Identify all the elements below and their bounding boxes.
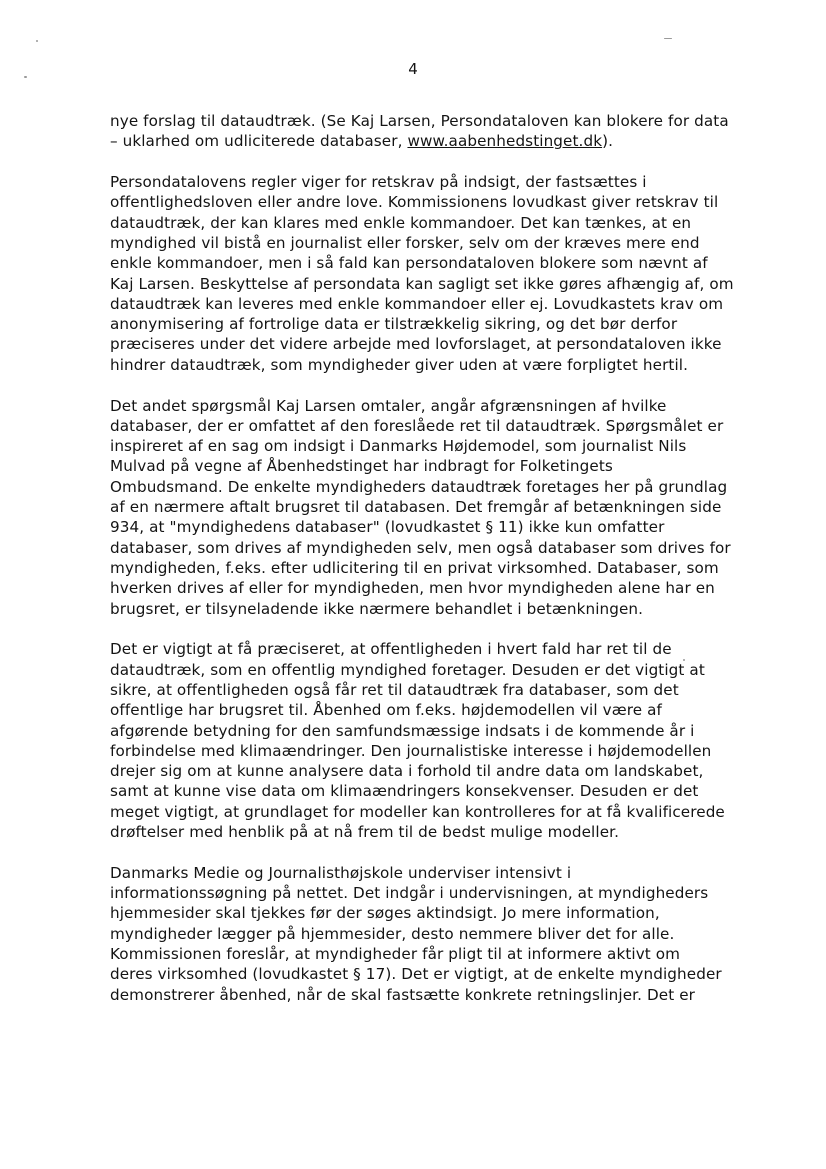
page-number: 4 <box>408 60 418 78</box>
text-line: sikre, at offentligheden også får ret til dataudtræk fra databaser, som det <box>110 680 679 699</box>
website-link[interactable]: www.aabenhedstinget.dk <box>407 132 603 151</box>
text-line: hjemmesider skal tjekkes før der søges aktindsigt. Jo mere information, <box>110 904 660 923</box>
scan-speck <box>36 40 38 42</box>
text-line: myndighed vil bistå en journalist eller forsker, selv om der kræves mere end <box>110 233 700 252</box>
text-line: afgørende betydning for den samfundsmæssige indsats i de kommende år i <box>110 721 695 740</box>
paragraph <box>110 111 729 152</box>
text-line: myndigheden, f.eks. efter udlicitering til en privat virksomhed. Databaser, som <box>110 558 719 577</box>
text-line: hindrer dataudtræk, som myndigheder giver uden at være forpligtet hertil. <box>110 355 689 374</box>
text-line: inspireret af en sag om indsigt i Danmarks Højdemodel, som journalist Nils <box>110 437 687 456</box>
text-line: Det andet spørgsmål Kaj Larsen omtaler, angår afgrænsningen af hvilke <box>110 396 667 415</box>
paragraph <box>110 863 720 1005</box>
scan-speck <box>664 38 672 39</box>
text-line <box>110 131 720 151</box>
text-line: hverken drives af eller for myndigheden, men hvor myndigheden alene har en <box>110 579 715 598</box>
text-line: enkle kommandoer, men i så fald kan persondataloven blokere som nævnt af <box>110 254 708 273</box>
text-line: dataudtræk, som en offentlig myndighed foretager. Desuden er det vigtigt at <box>110 660 705 679</box>
paragraph <box>110 172 734 375</box>
paragraph <box>110 639 725 842</box>
text-line: Kaj Larsen. Beskyttelse af persondata kan sagligt set ikke gøres afhængig af, om <box>110 274 734 293</box>
text-line: Det er vigtigt at få præciseret, at offentligheden i hvert fald har ret til de <box>110 640 672 659</box>
text-line: 934, at "myndighedens databaser" (lovudkastet § 11) ikke kun omfatter <box>110 518 665 537</box>
text-line: databaser, der er omfattet af den foreslåede ret til dataudtræk. Spørgsmålet er <box>110 416 724 435</box>
text-line: drejer sig om at kunne analysere data i forhold til andre data om landskabet, <box>110 762 704 781</box>
text-line: informationssøgning på nettet. Det indgår i undervisningen, at myndigheders <box>110 884 709 903</box>
text-line: nye forslag til dataudtræk. (Se Kaj Larsen, Persondataloven kan blokere for data <box>110 112 729 130</box>
text-fragment: ). <box>602 132 614 151</box>
text-line: dataudtræk kan leveres med enkle kommandoer eller ej. Lovudkastets krav om <box>110 294 724 313</box>
text-line: Persondatalovens regler viger for retskrav på indsigt, der fastsættes i <box>110 173 647 192</box>
text-line: offentlighedsloven eller andre love. Kommissionens lovudkast giver retskrav til <box>110 193 719 212</box>
body-text <box>110 111 734 1025</box>
text-line: myndigheder lægger på hjemmesider, desto nemmere bliver det for alle. <box>110 924 675 943</box>
text-line: deres virksomhed (lovudkastet § 17). Det er vigtigt, at de enkelte myndigheder <box>110 965 722 984</box>
text-line: Ombudsmand. De enkelte myndigheders dataudtræk foretages her på grundlag <box>110 477 728 496</box>
text-line: meget vigtigt, at grundlaget for modeller kan kontrolleres for at få kvalificerede <box>110 802 725 821</box>
text-line: anonymisering af fortrolige data er tilstrækkelig sikring, og det bør derfor <box>110 315 678 334</box>
text-line: samt at kunne vise data om klimaændringers konsekvenser. Desuden er det <box>110 782 699 801</box>
text-line: brugsret, er tilsyneladende ikke nærmere behandlet i betænkningen. <box>110 599 644 618</box>
text-line: forbindelse med klimaændringer. Den journalistiske interesse i højdemodellen <box>110 741 712 760</box>
text-line: Kommissionen foreslår, at myndigheder får pligt til at informere aktivt om <box>110 944 681 963</box>
text-line: demonstrerer åbenhed, når de skal fastsætte konkrete retningslinjer. Det er <box>110 985 695 1004</box>
text-line: Mulvad på vegne af Åbenhedstinget har indbragt for Folketingets <box>110 457 613 476</box>
text-line: offentlige har brugsret til. Åbenhed om f.eks. højdemodellen vil være af <box>110 701 662 720</box>
paragraph <box>110 396 731 619</box>
text-fragment: – uklarhed om udliciterede databaser, <box>110 132 408 151</box>
text-line: drøftelser med henblik på at nå frem til de bedst mulige modeller. <box>110 823 620 841</box>
text-line: Danmarks Medie og Journalisthøjskole underviser intensivt i <box>110 863 572 882</box>
text-line: af en nærmere aftalt brugsret til databasen. Det fremgår af betænkningen side <box>110 498 722 517</box>
text-line: præciseres under det videre arbejde med lovforslaget, at persondataloven ikke <box>110 335 722 354</box>
text-line: dataudtræk, der kan klares med enkle kommandoer. Det kan tænkes, at en <box>110 213 692 232</box>
text-line: databaser, som drives af myndigheden selv, men også databaser som drives for <box>110 538 731 557</box>
